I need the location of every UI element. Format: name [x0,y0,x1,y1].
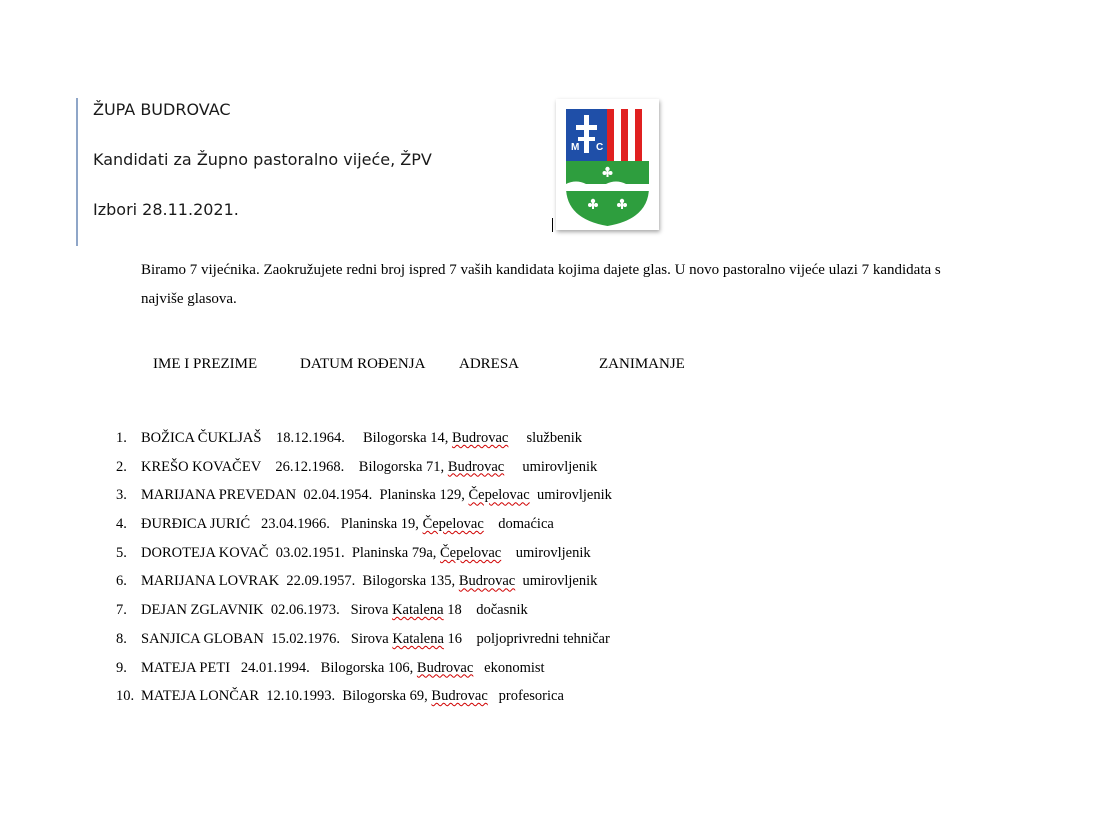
candidate-item: 3. MARIJANA PREVEDAN 02.04.1954. Planinska 129, Čepelovac umirovljenik [116,487,612,504]
header-accent-bar [76,98,78,246]
svg-text:M: M [571,142,580,153]
column-header-birthdate: DATUM ROĐENJA [300,356,426,372]
text-cursor [552,218,553,232]
document-subtitle: Kandidati za Župno pastoralno vijeće, ŽPV [93,150,432,169]
candidate-item: 7. DEJAN ZGLAVNIK 02.06.1973. Sirova Katalena 18 dočasnik [116,602,528,619]
instructions-paragraph [141,256,1021,314]
election-date: Izbori 28.11.2021. [93,200,239,219]
column-header-name: IME I PREZIME [153,356,258,372]
parish-title: ŽUPA BUDROVAC [93,100,231,119]
column-header-occupation: ZANIMANJE [599,356,685,372]
instructions-line-1: Biramo 7 vijećnika. Zaokružujete redni broj ispred 7 vaših kandidata kojima dajete glas. U novo pastoralno vijeće ulazi 7 kandidata s [141,262,941,278]
svg-text:C: C [596,142,604,153]
candidate-list [116,426,612,713]
candidate-item: 6. MARIJANA LOVRAK 22.09.1957. Bilogorska 135, Budrovac umirovljenik [116,573,598,590]
candidate-item: 2. KREŠO KOVAČEV 26.12.1968. Bilogorska 71, Budrovac umirovljenik [116,458,598,475]
candidate-item: 5. DOROTEJA KOVAČ 03.02.1951. Planinska 79a, Čepelovac umirovljenik [116,544,591,561]
candidate-item: 4. ĐURĐICA JURIĆ 23.04.1966. Planinska 19, Čepelovac domaćica [116,516,554,533]
candidate-item: 9. MATEJA PETI 24.01.1994. Bilogorska 106, Budrovac ekonomist [116,659,545,676]
candidate-item: 10. MATEJA LONČAR 12.10.1993. Bilogorska 69, Budrovac profesorica [116,688,564,705]
column-header-address: ADRESA [459,356,520,372]
candidate-item: 1. BOŽICA ČUKLJAŠ 18.12.1964. Bilogorska 14, Budrovac službenik [116,430,583,446]
candidate-item: 8. SANJICA GLOBAN 15.02.1976. Sirova Katalena 16 poljoprivredni tehničar [116,630,610,647]
instructions-line-2: najviše glasova. [141,291,237,307]
parish-coat-of-arms [556,99,659,230]
